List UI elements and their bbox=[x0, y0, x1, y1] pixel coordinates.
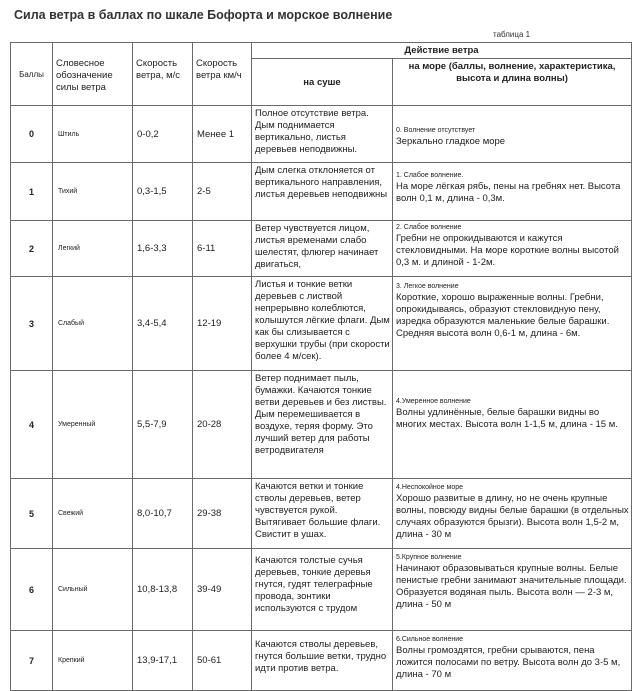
ball-cell: 2 bbox=[11, 221, 53, 277]
land-cell: Дым слегка отклоняется от вертикального направления, листья деревьев неподвижны bbox=[252, 163, 393, 221]
header-action: Действие ветра bbox=[252, 43, 632, 59]
speed-kmh-cell: 29-38 bbox=[193, 479, 252, 549]
speed-ms-cell: 0,3-1,5 bbox=[133, 163, 193, 221]
ball-cell: 3 bbox=[11, 277, 53, 371]
land-cell: Качаются стволы деревьев, гнутся большие ветки, трудно идти против ветра. bbox=[252, 631, 393, 691]
sea-cell bbox=[393, 631, 632, 691]
ball-cell: 0 bbox=[11, 106, 53, 163]
sea-heading: 4.Умеренное волнение bbox=[396, 398, 471, 405]
sea-text: Короткие, хорошо выраженные волны. Гребни, опрокидываясь, образуют стекловидную пену, изредка образуются маленькие белые барашки. Средняя высота волн 0,6-1 м, длина - 6м. bbox=[396, 292, 610, 339]
sea-cell bbox=[393, 371, 632, 479]
header-ball: Баллы bbox=[11, 43, 53, 106]
sea-text: Волны громоздятся, гребни срываются, пена ложится полосами по ветру. Высота волн до 3-5 м, длина - 70 м bbox=[396, 645, 621, 680]
sea-cell bbox=[393, 277, 632, 371]
sea-cell bbox=[393, 221, 632, 277]
sea-heading: 1. Слабое волнение. bbox=[396, 172, 464, 179]
ball-cell: 6 bbox=[11, 549, 53, 631]
sea-cell bbox=[393, 163, 632, 221]
sea-text: Зеркально гладкое море bbox=[396, 136, 506, 147]
land-cell: Качаются толстые сучья деревьев, тонкие деревья гнутся, гудят телеграфные провода, зонтики используются с трудом bbox=[252, 549, 393, 631]
table-row bbox=[11, 221, 632, 277]
name-cell: Легкий bbox=[53, 221, 133, 277]
sea-text: Начинают образовываться крупные волны. Белые пенистые гребни занимают значительные площади. Образуется водяная пыль. Высота волн — 2-3 м, длина - 50 м bbox=[396, 563, 627, 610]
table-row bbox=[11, 631, 632, 691]
speed-ms-cell: 3,4-5,4 bbox=[133, 277, 193, 371]
speed-ms-cell: 13,9-17,1 bbox=[133, 631, 193, 691]
table-number: таблица 1 bbox=[493, 30, 531, 39]
sea-heading: 3. Легкое волнение bbox=[396, 283, 459, 290]
sea-cell bbox=[393, 549, 632, 631]
land-cell: Ветер поднимает пыль, бумажки. Качаются тонкие ветви деревьев и без листвы. Дым перемешивается в воздухе, теряя форму. Это лучший ветер для работы ветродвигателя bbox=[252, 371, 393, 479]
ball-cell: 4 bbox=[11, 371, 53, 479]
header-speed-kmh: Скорость ветра км/ч bbox=[193, 43, 252, 106]
land-cell: Полное отсутствие ветра. Дым поднимается вертикально, листья деревьев неподвижны. bbox=[252, 106, 393, 163]
speed-kmh-cell: 39-49 bbox=[193, 549, 252, 631]
name-cell: Свежий bbox=[53, 479, 133, 549]
speed-kmh-cell: Менее 1 bbox=[193, 106, 252, 163]
name-cell: Умеренный bbox=[53, 371, 133, 479]
speed-kmh-cell: 6-11 bbox=[193, 221, 252, 277]
name-cell: Тихий bbox=[53, 163, 133, 221]
sea-cell bbox=[393, 479, 632, 549]
header-description: Словесное обозначение силы ветра bbox=[53, 43, 133, 106]
table-row bbox=[11, 479, 632, 549]
name-cell: Сильный bbox=[53, 549, 133, 631]
sea-heading: 5.Крупное волнение bbox=[396, 554, 462, 561]
header-speed-ms: Скорость ветра, м/с bbox=[133, 43, 193, 106]
speed-ms-cell: 5,5-7,9 bbox=[133, 371, 193, 479]
sea-text: Гребни не опрокидываются и кажутся стекловидными. На море короткие волны высотой 0,3 м. и длиной - 1-2м. bbox=[396, 233, 619, 268]
table-row bbox=[11, 106, 632, 163]
table-row bbox=[11, 371, 632, 479]
speed-kmh-cell: 2-5 bbox=[193, 163, 252, 221]
sea-heading: 6.Сильное волнение bbox=[396, 636, 464, 643]
land-cell: Ветер чувствуется лицом, листья временами слабо шелестят, флюгер начинает двигаться, bbox=[252, 221, 393, 277]
header-sea: на море (баллы, волнение, характеристика, высота и длина волны) bbox=[393, 59, 632, 106]
table-row bbox=[11, 549, 632, 631]
sea-cell bbox=[393, 106, 632, 163]
speed-ms-cell: 8,0-10,7 bbox=[133, 479, 193, 549]
beaufort-table bbox=[10, 42, 632, 691]
ball-cell: 5 bbox=[11, 479, 53, 549]
speed-kmh-cell: 50-61 bbox=[193, 631, 252, 691]
table-row bbox=[11, 163, 632, 221]
name-cell: Слабый bbox=[53, 277, 133, 371]
speed-kmh-cell: 12-19 bbox=[193, 277, 252, 371]
header-land: на суше bbox=[252, 59, 393, 106]
sea-text: Волны удлинённые, белые барашки видны во многих местах. Высота волн 1-1,5 м, длина - 15 м. bbox=[396, 407, 618, 430]
speed-ms-cell: 1,6-3,3 bbox=[133, 221, 193, 277]
land-cell: Листья и тонкие ветки деревьев с листвой непрерывно колеблются, колышутся лёгкие флаги. Дым как бы слизывается с верхушки трубы (при скорости более 4 м/сек). bbox=[252, 277, 393, 371]
table-row bbox=[11, 277, 632, 371]
page-title: Сила ветра в баллах по шкале Бофорта и морское волнение bbox=[14, 8, 393, 22]
sea-heading: 2. Слабое волнение bbox=[396, 224, 462, 231]
sea-text: Хорошо развитые в длину, но не очень крупные волны, повсюду видны белые барашки (в отдельных случаях образуются брызги). Высота волн 1,5-2 м, длина - 30 м bbox=[396, 493, 629, 540]
sea-heading: 0. Волнение отсутствует bbox=[396, 127, 476, 134]
name-cell: Штиль bbox=[53, 106, 133, 163]
speed-ms-cell: 0-0,2 bbox=[133, 106, 193, 163]
sea-heading: 4.Неспокойное море bbox=[396, 484, 464, 491]
ball-cell: 1 bbox=[11, 163, 53, 221]
speed-ms-cell: 10,8-13,8 bbox=[133, 549, 193, 631]
land-cell: Качаются ветки и тонкие стволы деревьев, ветер чувствуется рукой. Вытягивает большие флаги. Свистит в ушах. bbox=[252, 479, 393, 549]
ball-cell: 7 bbox=[11, 631, 53, 691]
sea-text: На море лёгкая рябь, пены на гребнях нет. Высота волн 0,1 м, длина - 0,3м. bbox=[396, 181, 621, 204]
name-cell: Крепкий bbox=[53, 631, 133, 691]
speed-kmh-cell: 20-28 bbox=[193, 371, 252, 479]
